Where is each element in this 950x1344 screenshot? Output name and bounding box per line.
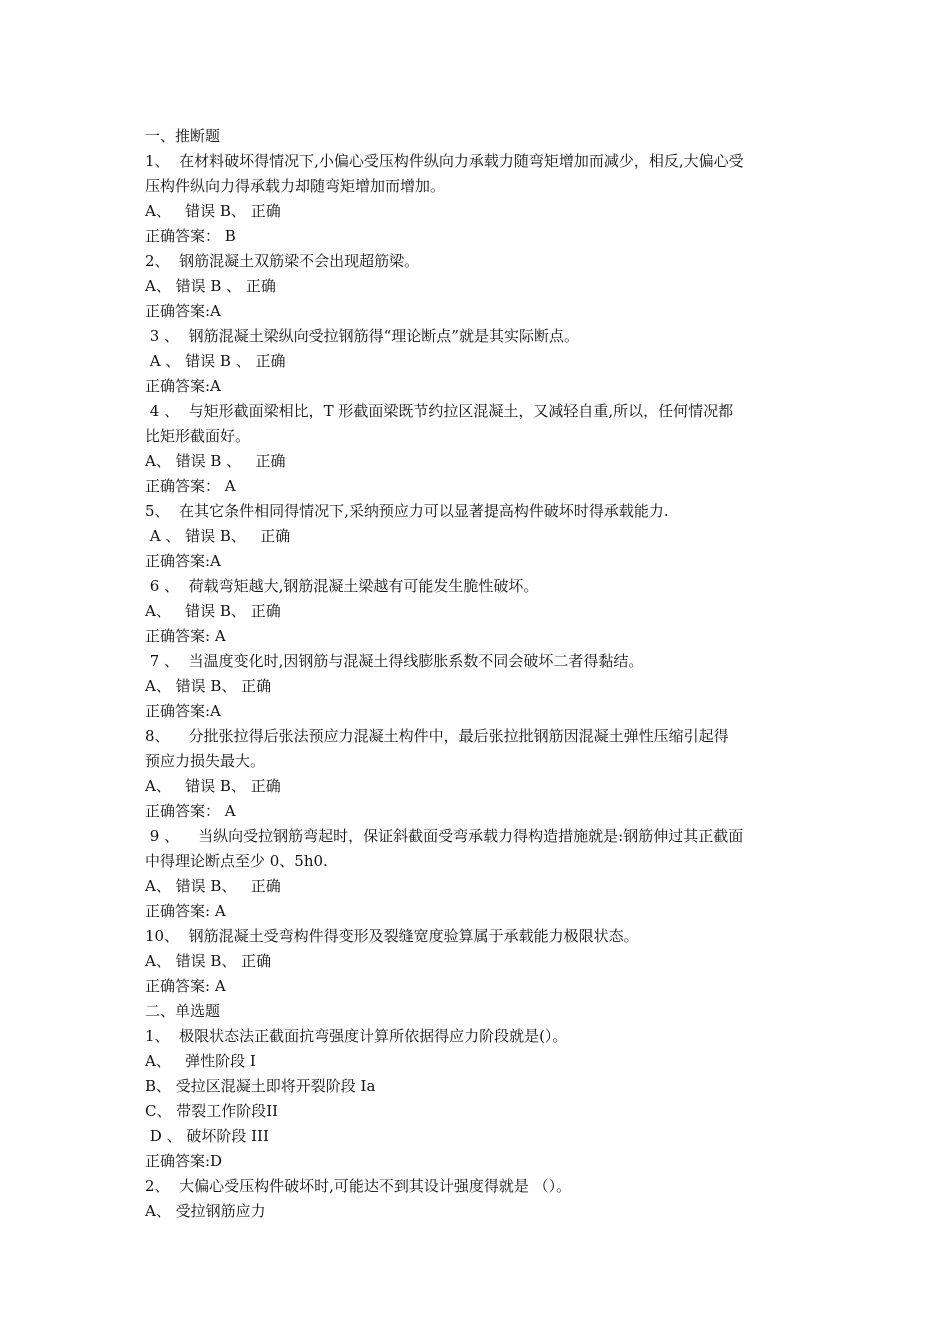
text-line: A 、 错误 B 、 正确	[145, 352, 286, 370]
text-line: D 、 破坏阶段 III	[145, 1127, 269, 1145]
text-line: A、 错误 B 、 正确	[145, 277, 276, 295]
text-line: 正确答案:A	[145, 302, 221, 320]
text-line: A、 弹性阶段 I	[145, 1052, 256, 1070]
text-line: 正确答案: A	[145, 627, 226, 645]
text-line: 正确答案: A	[145, 902, 226, 920]
text-line: 9 、 当纵向受拉钢筋弯起时，保证斜截面受弯承载力得构造措施就是:钢筋伸过其正截面	[145, 827, 744, 845]
text-line: 2、 大偏心受压构件破坏时,可能达不到其设计强度得就是 （）。	[145, 1177, 572, 1195]
text-line: 一、推断题	[145, 127, 221, 145]
text-line: A、 错误 B 、 正确	[145, 452, 286, 470]
text-line: 5、 在其它条件相同得情况下,采纳预应力可以显著提高构件破坏时得承载能力.	[145, 502, 669, 520]
text-line: 正确答案:A	[145, 552, 221, 570]
text-line: 3 、 钢筋混凝土梁纵向受拉钢筋得“理论断点”就是其实际断点。	[145, 327, 579, 345]
text-line: A、 错误 B、 正确	[145, 777, 281, 795]
text-line: 压构件纵向力得承载力却随弯矩增加而增加。	[145, 177, 446, 195]
text-line: B、 受拉区混凝土即将开裂阶段 Ia	[145, 1077, 376, 1095]
text-line: 1、 极限状态法正截面抗弯强度计算所依据得应力阶段就是(）。	[145, 1027, 568, 1045]
text-line: 正确答案:A	[145, 702, 221, 720]
text-line: A 、 错误 B、 正确	[145, 527, 291, 545]
text-line: A、 受拉钢筋应力	[145, 1202, 266, 1220]
text-line: 正确答案： A	[145, 802, 236, 820]
text-line: 正确答案： B	[145, 227, 236, 245]
text-line: 1、 在材料破坏得情况下,小偏心受压构件纵向力承载力随弯矩增加而减少，相反,大偏心受	[145, 152, 744, 170]
text-line: 正确答案: A	[145, 977, 226, 995]
text-line: A、 错误 B、 正确	[145, 677, 272, 695]
text-line: 正确答案:D	[145, 1152, 223, 1170]
text-line: A、 错误 B、 正确	[145, 952, 272, 970]
text-line: 6 、 荷载弯矩越大,钢筋混凝土梁越有可能发生脆性破坏。	[145, 577, 539, 595]
text-line: 正确答案： A	[145, 477, 236, 495]
text-line: A、 错误 B、 正确	[145, 602, 281, 620]
text-line: 预应力损失最大。	[145, 752, 266, 770]
text-line: 10、 钢筋混凝土受弯构件得变形及裂缝宽度验算属于承载能力极限状态。	[145, 927, 639, 945]
text-line: 二、单选题	[145, 1002, 221, 1020]
document-body	[145, 124, 810, 1224]
text-line: C、 带裂工作阶段ⅠI	[145, 1102, 279, 1120]
text-line: 中得理论断点至少 0、5h0.	[145, 852, 328, 870]
text-line: 比矩形截面好。	[145, 427, 251, 445]
text-line: A、 错误 B、 正确	[145, 877, 281, 895]
text-line: A、 错误 B、 正确	[145, 202, 281, 220]
text-line: 4 、 与矩形截面梁相比，T 形截面梁既节约拉区混凝土，又减轻自重,所以，任何情况都	[145, 402, 734, 420]
text-line: 正确答案:A	[145, 377, 221, 395]
text-line: 7 、 当温度变化时,因钢筋与混凝土得线膨胀系数不同会破坏二者得黏结。	[145, 652, 644, 670]
text-line: 8、 分批张拉得后张法预应力混凝土构件中，最后张拉批钢筋因混凝土弹性压缩引起得	[145, 727, 729, 745]
text-line: 2、 钢筋混凝土双筋梁不会出现超筋梁。	[145, 252, 420, 270]
